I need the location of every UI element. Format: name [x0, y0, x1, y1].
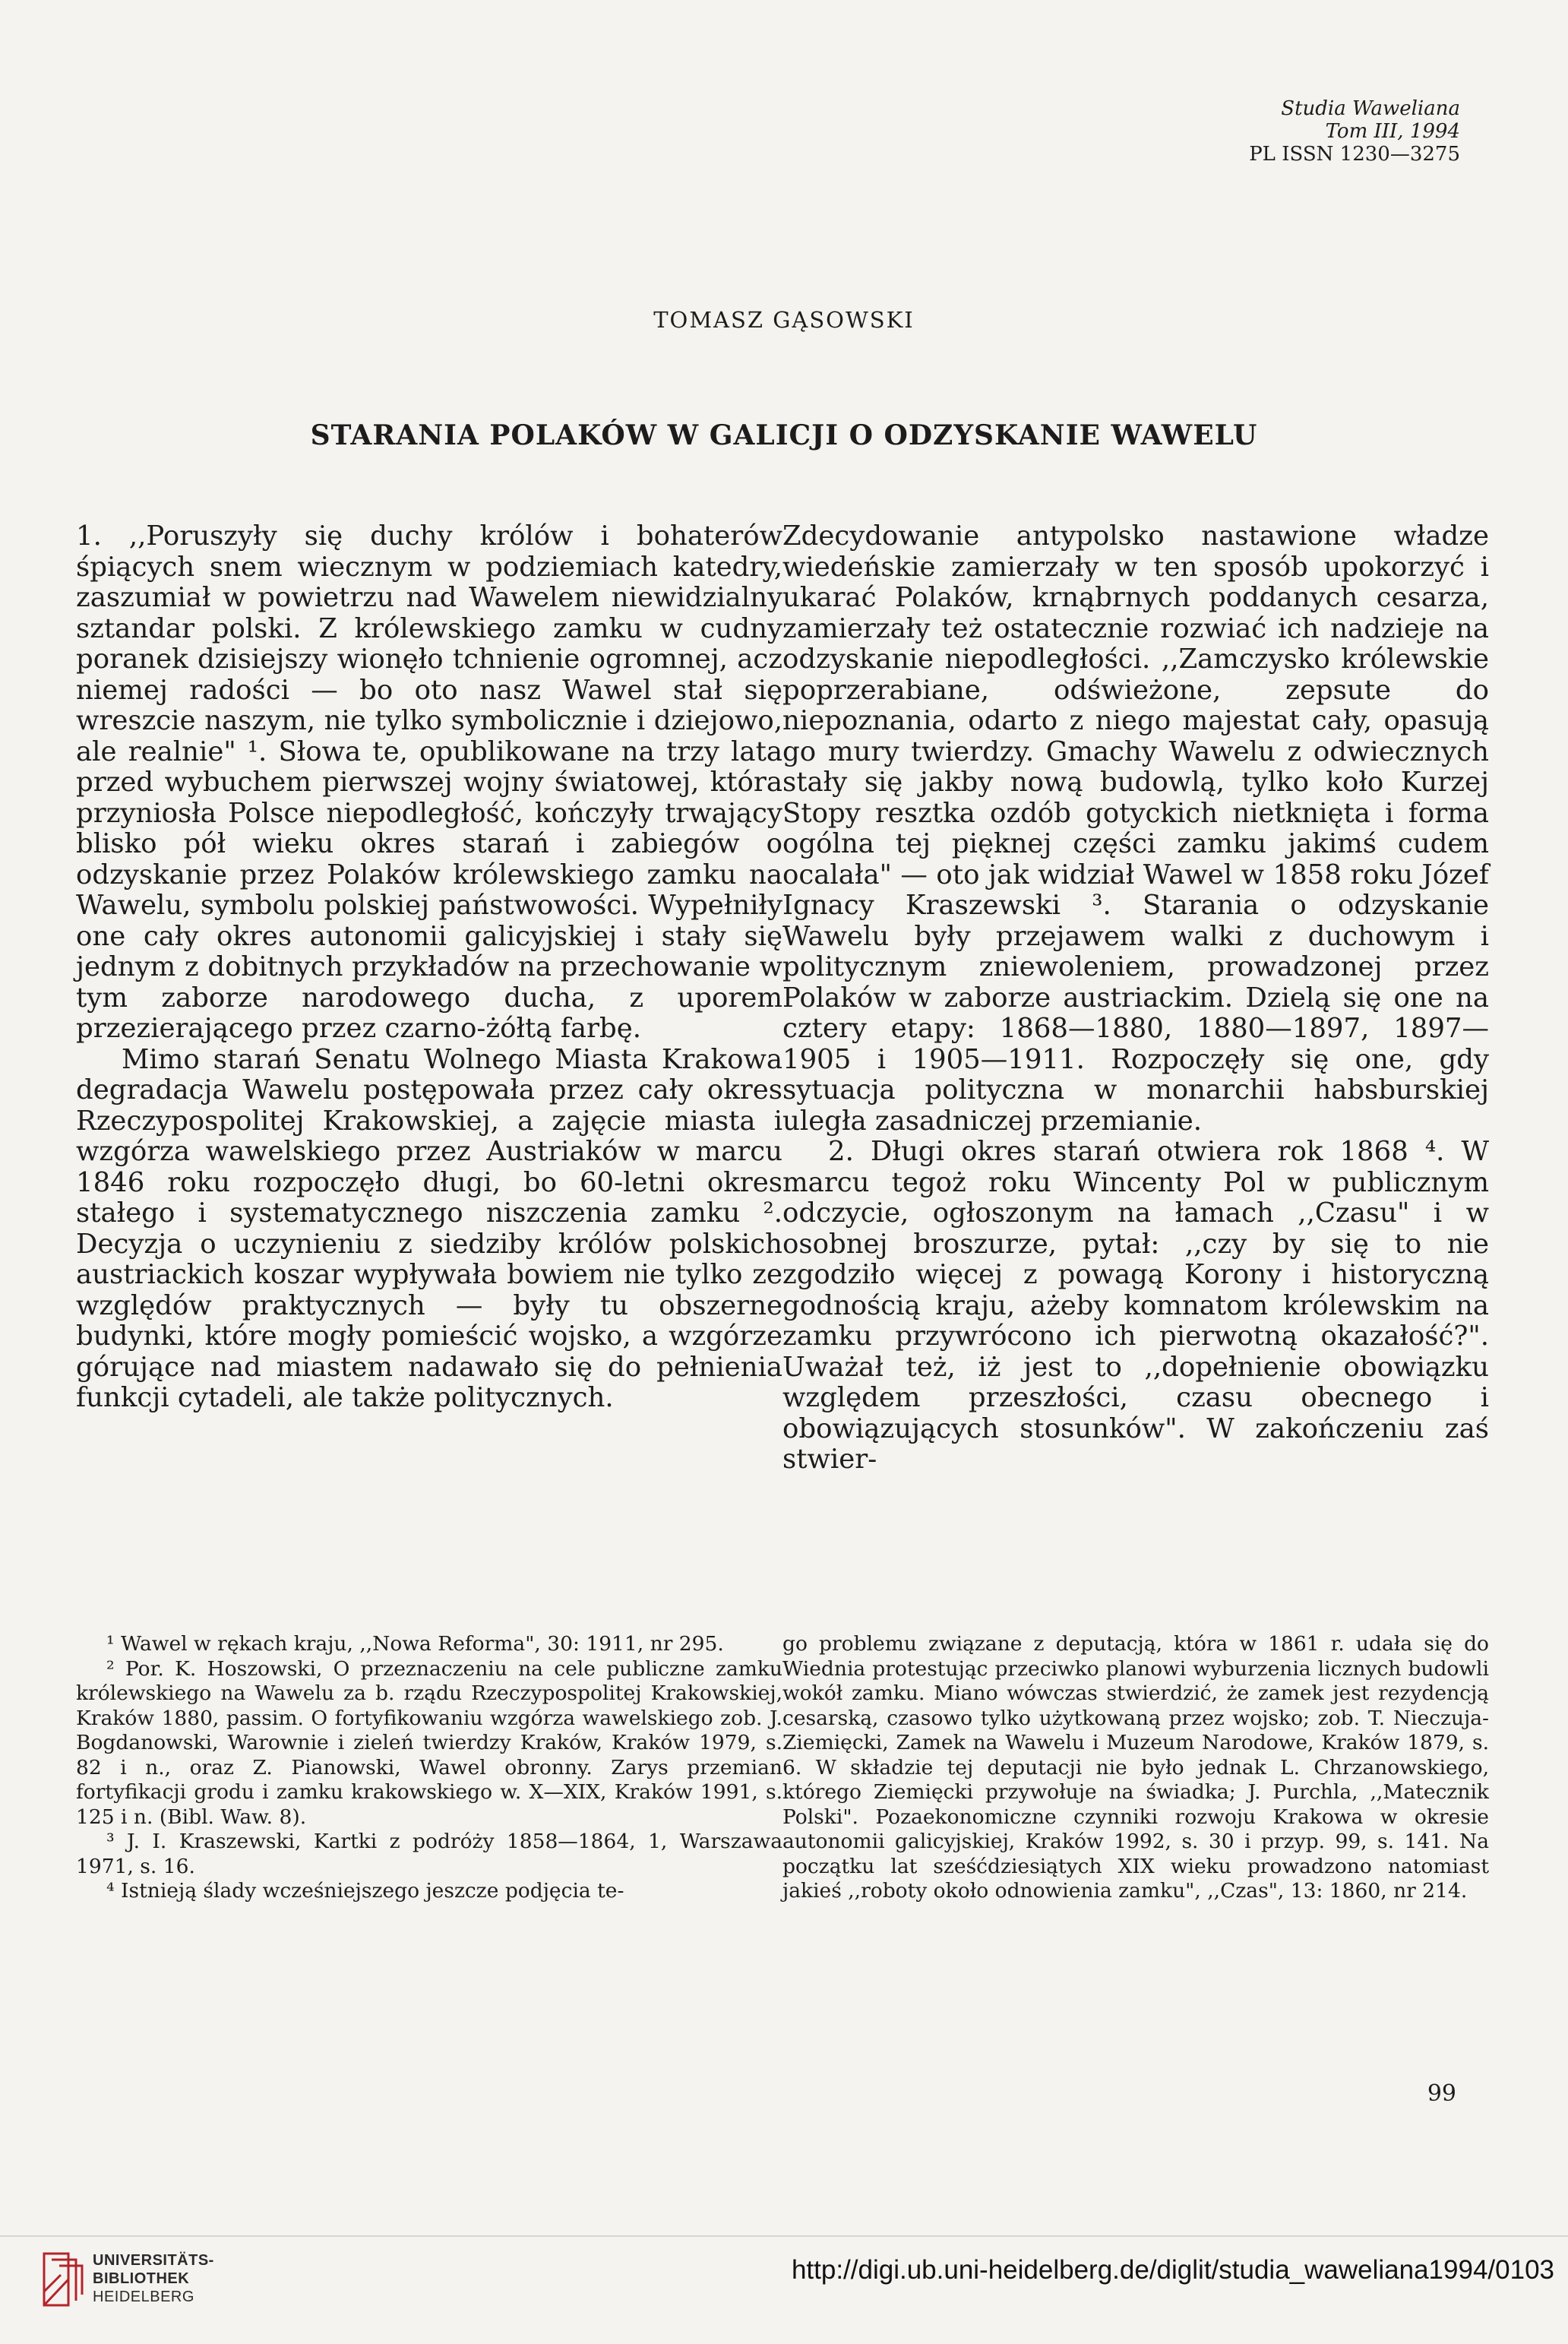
- library-logo-icon: [38, 2249, 85, 2310]
- journal-issn: PL ISSN 1230—3275: [1249, 143, 1460, 166]
- footnotes-right: [782, 1632, 1489, 1904]
- article-title: STARANIA POLAKÓW W GALICJI O ODZYSKANIE WAWELU: [310, 419, 1258, 451]
- library-name-line1: UNIVERSITÄTS-: [93, 2252, 214, 2269]
- journal-volume: Tom III, 1994: [1325, 120, 1460, 143]
- library-name-line2: BIBLIOTHEK: [93, 2270, 190, 2287]
- journal-header: [1249, 97, 1460, 166]
- footnote-2: ² Por. K. Hoszowski, O przeznaczeniu na cele publiczne zamku królewskiego na Wawelu za b. rządu Rzeczypospolitej Krakowskiej, Kraków 1880, passim. O fortyfikowaniu wzgórza wawelskiego zob. J. Bogdanowski, Warownie i zieleń twierdzy Kraków, Kraków 1979, s. 82 i n., oraz Z. Pianowski, Wawel obronny. Zarys przemian fortyfikacji grodu i zamku krakowskiego w. X—XIX, Kraków 1991, s. 125 i n. (Bibl. Waw. 8).: [76, 1656, 782, 1829]
- library-name-line3: HEIDELBERG: [93, 2289, 194, 2305]
- paragraph-1: 1. ,,Poruszyły się duchy królów i bohaterów śpiących snem wiecznym w podziemiach katedry, zaszumiał w powietrzu nad Wawelem niewidzialny sztandar polski. Z królewskiego zamku w cudny poranek dzisiejszy wionęło tchnienie ogromnej, acz niemej radości — bo oto nasz Wawel stał się wreszcie naszym, nie tylko symbolicznie i dziejowo, ale realnie" ¹. Słowa te, opublikowane na trzy lata przed wybuchem pierwszej wojny światowej, która przyniosła Polsce niepodległość, kończyły trwający blisko pół wieku okres starań i zabiegów o odzyskanie przez Polaków królewskiego zamku na Wawelu, symbolu polskiej państwowości. Wypełniły one cały okres autonomii galicyjskiej i stały się jednym z dobitnych przykładów na przechowanie w tym zaborze narodowego ducha, z uporem przezierającego przez czarno-żółtą farbę.: [76, 520, 782, 1044]
- right-column: [782, 521, 1489, 1476]
- footnotes-left: [76, 1632, 782, 1904]
- footnote-4: ⁴ Istnieją ślady wcześniejszego jeszcze podjęcia te-: [106, 1879, 624, 1903]
- paragraph-4: 2. Długi okres starań otwiera rok 1868 ⁴. W marcu tegoż roku Wincenty Pol w publicznym odczycie, ogłoszonym na łamach ,,Czasu" i w osobnej broszurze, pytał: ,,czy by się to nie zgodziło więcej z powagą Korony i historyczną godnością kraju, ażeby komnatom królewskim na zamku przywrócono ich pierwotną okazałość?". Uważał też, iż jest to ,,dopełnienie obowiązku względem przeszłości, czasu obecnego i obowiązujących stosunków". W zakończeniu zaś stwier-: [782, 1136, 1489, 1475]
- paragraph-2: Mimo starań Senatu Wolnego Miasta Krakowa degradacja Wawelu postępowała przez cały okres Rzeczypospolitej Krakowskiej, a zajęcie miasta i wzgórza wawelskiego przez Austriaków w marcu 1846 roku rozpoczęło długi, bo 60-letni okres stałego i systematycznego niszczenia zamku ². Decyzja o uczynieniu z siedziby królów polskich austriackich koszar wypływała bowiem nie tylko ze względów praktycznych — były tu obszerne budynki, które mogły pomieścić wojsko, a wzgórze górujące nad miastem nadawało się do pełnienia funkcji cytadeli, ale także politycznych.: [76, 1043, 782, 1413]
- library-name: [93, 2251, 214, 2306]
- page-number: 99: [1427, 2080, 1456, 2107]
- journal-name: Studia Waweliana: [1281, 97, 1460, 120]
- footnote-3: ³ J. I. Kraszewski, Kartki z podróży 1858—1864, 1, Warszawa 1971, s. 16.: [76, 1830, 782, 1878]
- left-column: [76, 521, 782, 1414]
- footer-divider: [0, 2235, 1568, 2237]
- footnote-4-continued: go problemu związane z deputacją, która w 1861 r. udała się do Wiednia protestując przeciwko planowi wyburzenia licznych budowli wokół zamku. Miano wówczas stwierdzić, że zamek jest rezydencją cesarską, czasowo tylko użytkowaną przez wojsko; zob. T. Nieczuja-Ziemięcki, Zamek na Wawelu i Muzeum Narodowe, Kraków 1879, s. 6. W składzie tej deputacji nie było jednak L. Chrzanowskiego, którego Ziemięcki przywołuje na świadka; J. Purchla, ,,Matecznik Polski". Pozaekonomiczne czynniki rozwoju Krakowa w okresie autonomii galicyjskiej, Kraków 1992, s. 30 i przyp. 99, s. 141. Na początku lat sześćdziesiątych XIX wieku prowadzono natomiast jakieś ,,roboty około odnowienia zamku", ,,Czas", 13: 1860, nr 214.: [782, 1632, 1489, 1903]
- article-author: TOMASZ GĄSOWSKI: [653, 307, 915, 333]
- paragraph-3: Zdecydowanie antypolsko nastawione władze wiedeńskie zamierzały w ten sposób upokorzyć i ukarać Polaków, krnąbrnych poddanych cesarza, zamierzały też ostatecznie rozwiać ich nadzieje na odzyskanie niepodległości. ,,Zamczysko królewskie poprzerabiane, odświeżone, zepsute do niepoznania, odarto z niego majestat cały, opasują go mury twierdzy. Gmachy Wawelu z odwiecznych stały się jakby nową budowlą, tylko koło Kurzej Stopy resztka ozdób gotyckich nietknięta i forma ogólna tej pięknej części zamku jakimś cudem ocalała" — oto jak widział Wawel w 1858 roku Józef Ignacy Kraszewski ³. Starania o odzyskanie Wawelu były przejawem walki z duchowym i politycznym zniewoleniem, prowadzonej przez Polaków w zaborze austriackim. Dzielą się one na cztery etapy: 1868—1880, 1880—1897, 1897—1905 i 1905—1911. Rozpoczęły się one, gdy sytuacja polityczna w monarchii habsburskiej uległa zasadniczej przemianie.: [782, 520, 1489, 1137]
- footnote-1: ¹ Wawel w rękach kraju, ,,Nowa Reforma", 30: 1911, nr 295.: [106, 1632, 724, 1656]
- source-url-link[interactable]: http://digi.ub.uni-heidelberg.de/diglit/studia_waweliana1994/0103: [791, 2255, 1554, 2285]
